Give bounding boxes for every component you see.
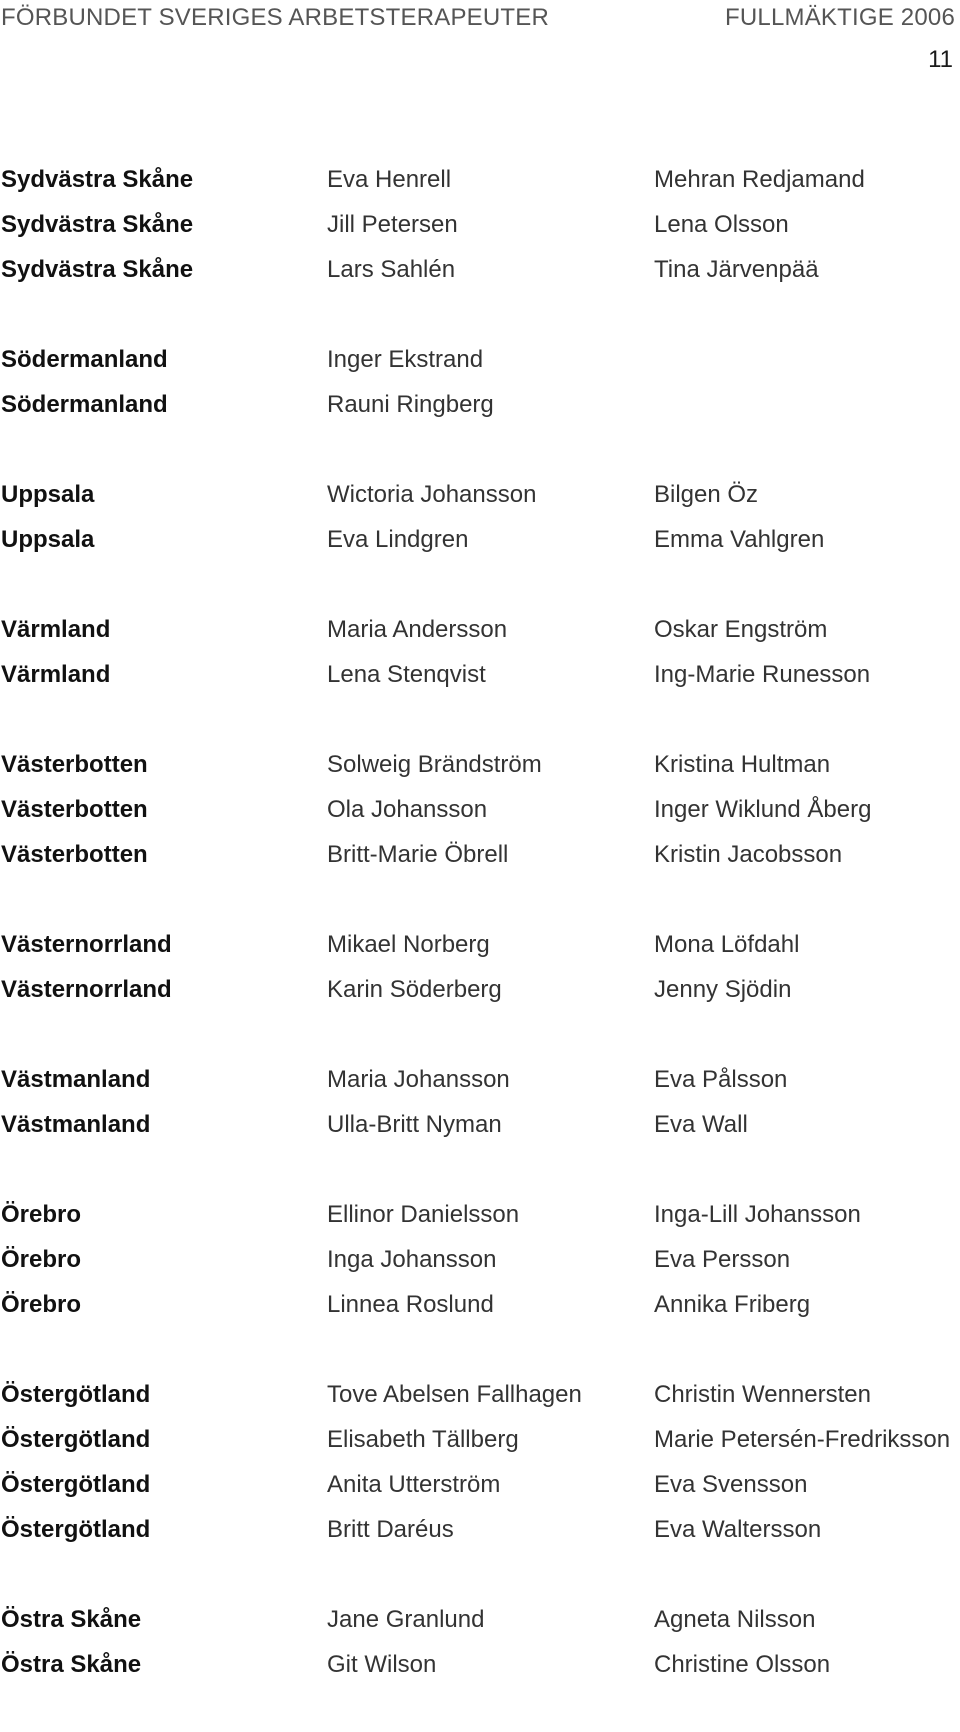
substitute-name: Bilgen Öz xyxy=(654,481,759,508)
region-name: Östergötland xyxy=(1,1471,151,1498)
substitute-name: Tina Järvenpää xyxy=(654,256,819,283)
region-group xyxy=(0,1057,960,1147)
region-name: Östra Skåne xyxy=(1,1651,142,1678)
substitute-name: Inga-Lill Johansson xyxy=(654,1201,861,1228)
substitute-name: Marie Petersén-Fredriksson xyxy=(654,1426,951,1453)
roster-row xyxy=(0,202,960,247)
region-group xyxy=(0,742,960,877)
region-name: Värmland xyxy=(1,661,111,688)
region-name: Örebro xyxy=(1,1246,82,1273)
roster-row xyxy=(0,1507,960,1552)
region-name: Örebro xyxy=(1,1291,82,1318)
delegate-name: Jill Petersen xyxy=(327,211,458,238)
substitute-name: Agneta Nilsson xyxy=(654,1606,816,1633)
substitute-name: Inger Wiklund Åberg xyxy=(654,796,872,823)
substitute-name: Christin Wennersten xyxy=(654,1381,871,1408)
delegate-name: Maria Johansson xyxy=(327,1066,510,1093)
delegate-name: Britt Daréus xyxy=(327,1516,454,1543)
region-name: Västerbotten xyxy=(1,751,148,778)
region-name: Sydvästra Skåne xyxy=(1,256,194,283)
roster-row xyxy=(0,1417,960,1462)
delegate-name: Elisabeth Tällberg xyxy=(327,1426,519,1453)
region-group xyxy=(0,922,960,1012)
roster-row xyxy=(0,1057,960,1102)
region-group xyxy=(0,607,960,697)
region-name: Västerbotten xyxy=(1,796,148,823)
region-name: Västernorrland xyxy=(1,976,172,1003)
roster-row xyxy=(0,832,960,877)
substitute-name: Mehran Redjamand xyxy=(654,166,865,193)
delegate-name: Git Wilson xyxy=(327,1651,437,1678)
region-name: Östergötland xyxy=(1,1426,151,1453)
delegate-name: Mikael Norberg xyxy=(327,931,490,958)
roster-row xyxy=(0,337,960,382)
delegate-name: Eva Henrell xyxy=(327,166,452,193)
region-name: Västmanland xyxy=(1,1111,151,1138)
delegate-name: Ola Johansson xyxy=(327,796,488,823)
substitute-name: Lena Olsson xyxy=(654,211,789,238)
roster-row xyxy=(0,1282,960,1327)
delegate-name: Inga Johansson xyxy=(327,1246,497,1273)
substitute-name: Mona Löfdahl xyxy=(654,931,800,958)
substitute-name: Eva Pålsson xyxy=(654,1066,788,1093)
page-number: 11 xyxy=(928,46,953,73)
delegate-name: Inger Ekstrand xyxy=(327,346,484,373)
substitute-name: Annika Friberg xyxy=(654,1291,811,1318)
substitute-name: Jenny Sjödin xyxy=(654,976,792,1003)
delegate-name: Karin Söderberg xyxy=(327,976,502,1003)
region-name: Uppsala xyxy=(1,481,95,508)
roster-row xyxy=(0,787,960,832)
roster-row xyxy=(0,742,960,787)
substitute-name: Christine Olsson xyxy=(654,1651,831,1678)
delegate-name: Lena Stenqvist xyxy=(327,661,486,688)
delegate-name: Jane Granlund xyxy=(327,1606,485,1633)
substitute-name: Kristin Jacobsson xyxy=(654,841,843,868)
delegate-name: Wictoria Johansson xyxy=(327,481,537,508)
region-name: Värmland xyxy=(1,616,111,643)
region-name: Västmanland xyxy=(1,1066,151,1093)
roster-row xyxy=(0,1642,960,1687)
substitute-name: Eva Svensson xyxy=(654,1471,808,1498)
region-group xyxy=(0,1192,960,1327)
region-group xyxy=(0,1372,960,1552)
delegate-roster xyxy=(0,157,960,1732)
substitute-name: Eva Persson xyxy=(654,1246,791,1273)
roster-row xyxy=(0,607,960,652)
substitute-name: Kristina Hultman xyxy=(654,751,831,778)
region-group xyxy=(0,472,960,562)
delegate-name: Eva Lindgren xyxy=(327,526,469,553)
region-name: Östergötland xyxy=(1,1381,151,1408)
delegate-name: Ulla-Britt Nyman xyxy=(327,1111,502,1138)
region-name: Sydvästra Skåne xyxy=(1,211,194,238)
region-group xyxy=(0,337,960,427)
roster-row xyxy=(0,157,960,202)
meeting-name: FULLMÄKTIGE 2006 xyxy=(725,4,955,31)
delegate-name: Britt-Marie Öbrell xyxy=(327,841,509,868)
delegate-name: Linnea Roslund xyxy=(327,1291,494,1318)
roster-row xyxy=(0,967,960,1012)
delegate-name: Rauni Ringberg xyxy=(327,391,494,418)
substitute-name: Ing-Marie Runesson xyxy=(654,661,871,688)
roster-row xyxy=(0,1462,960,1507)
delegate-name: Lars Sahlén xyxy=(327,256,456,283)
substitute-name: Oskar Engström xyxy=(654,616,828,643)
region-name: Örebro xyxy=(1,1201,82,1228)
region-name: Östergötland xyxy=(1,1516,151,1543)
delegate-name: Tove Abelsen Fallhagen xyxy=(327,1381,582,1408)
region-name: Södermanland xyxy=(1,391,168,418)
delegate-name: Maria Andersson xyxy=(327,616,508,643)
delegate-name: Solweig Brändström xyxy=(327,751,542,778)
roster-row xyxy=(0,922,960,967)
delegate-name: Ellinor Danielsson xyxy=(327,1201,520,1228)
region-name: Uppsala xyxy=(1,526,95,553)
page-header xyxy=(0,4,955,76)
region-name: Västernorrland xyxy=(1,931,172,958)
roster-row xyxy=(0,247,960,292)
region-name: Västerbotten xyxy=(1,841,148,868)
organization-name: FÖRBUNDET SVERIGES ARBETSTERAPEUTER xyxy=(1,4,549,31)
region-name: Södermanland xyxy=(1,346,168,373)
roster-row xyxy=(0,1372,960,1417)
roster-row xyxy=(0,517,960,562)
substitute-name: Eva Waltersson xyxy=(654,1516,822,1543)
region-name: Sydvästra Skåne xyxy=(1,166,194,193)
roster-row xyxy=(0,1192,960,1237)
delegate-name: Anita Utterström xyxy=(327,1471,501,1498)
roster-row xyxy=(0,652,960,697)
roster-row xyxy=(0,472,960,517)
roster-row xyxy=(0,1102,960,1147)
region-group xyxy=(0,157,960,292)
roster-row xyxy=(0,1237,960,1282)
roster-row xyxy=(0,1597,960,1642)
roster-row xyxy=(0,382,960,427)
substitute-name: Emma Vahlgren xyxy=(654,526,825,553)
region-name: Östra Skåne xyxy=(1,1606,142,1633)
region-group xyxy=(0,1597,960,1687)
substitute-name: Eva Wall xyxy=(654,1111,748,1138)
